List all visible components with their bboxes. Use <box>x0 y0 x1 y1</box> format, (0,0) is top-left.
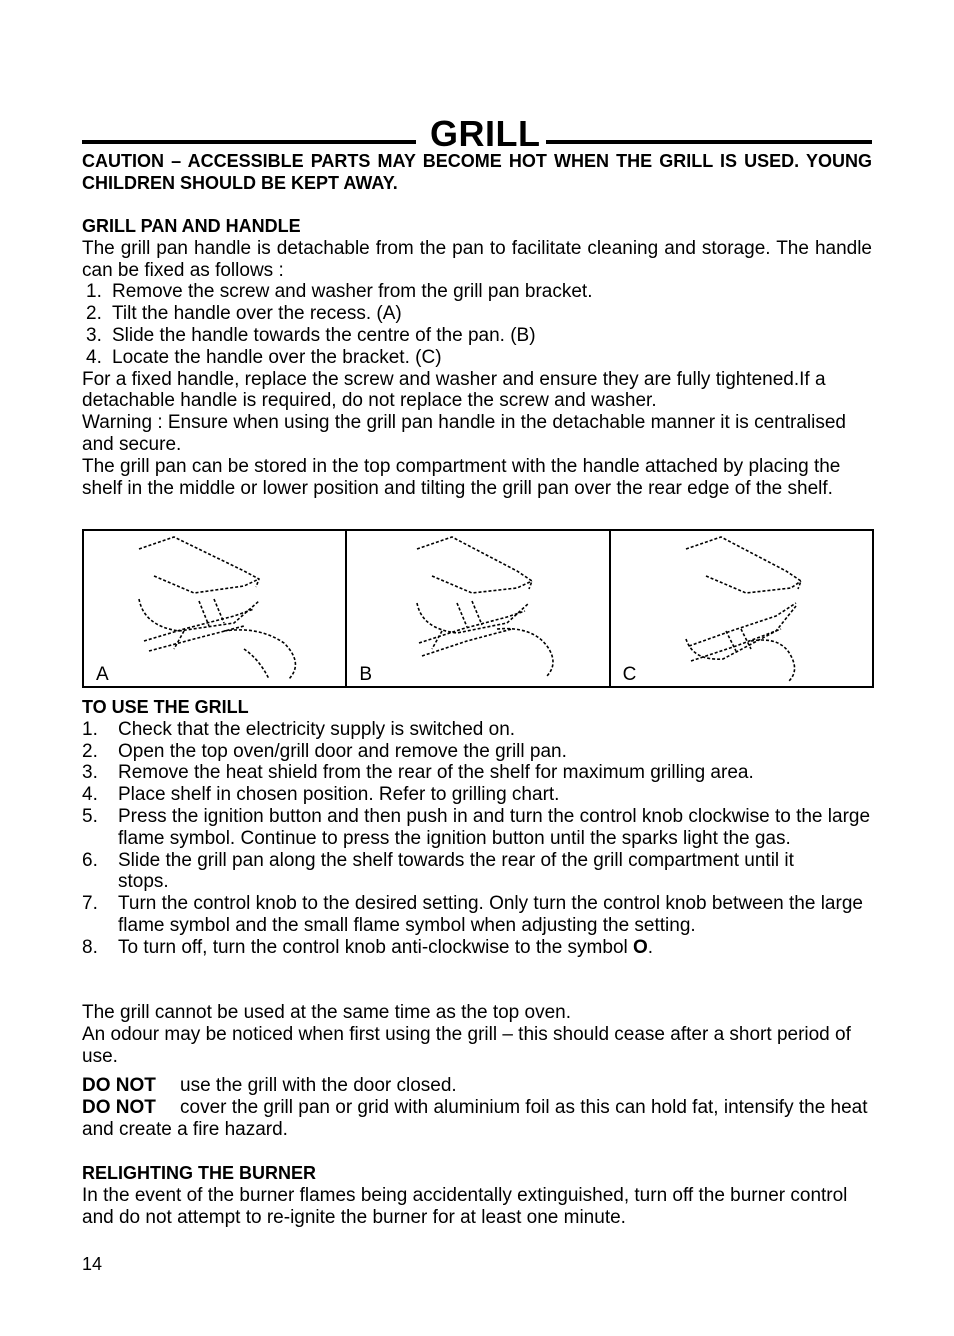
step-number: 3. <box>82 762 98 784</box>
step-number: 6. <box>82 849 98 871</box>
list-item <box>82 937 872 959</box>
figure-c <box>611 531 872 686</box>
grill-pan-section <box>82 216 872 499</box>
same-time-note: The grill cannot be used at the same time as the top oven. <box>82 1002 572 1023</box>
do-not-label: DO NOT <box>82 1075 156 1096</box>
list-item <box>82 741 872 763</box>
list-item <box>82 325 872 347</box>
relight-heading: RELIGHTING THE BURNER <box>82 1163 316 1183</box>
figure-label: C <box>622 664 637 685</box>
step-number: 8. <box>82 936 98 958</box>
title-row <box>82 112 872 156</box>
step-number: 7. <box>82 893 98 915</box>
grill-handle-illustration <box>611 531 872 686</box>
relight-section <box>82 1163 872 1228</box>
odour-note: An odour may be noticed when first using the grill – this should cease after a short period of use. <box>82 1023 851 1067</box>
list-item <box>82 784 872 806</box>
list-item <box>82 281 872 303</box>
list-item <box>82 347 872 369</box>
step-text: To turn off, turn the control knob anti-clockwise to the symbol <box>118 936 634 958</box>
list-item <box>82 762 872 784</box>
step-text: Remove the screw and washer from the grill pan bracket. <box>112 281 593 303</box>
storage-text: The grill pan can be stored in the top compartment with the handle attached by placing the shelf in the middle or lower position and tilting the grill pan over the rear edge of the shelf. <box>82 455 841 499</box>
grill-handle-illustration <box>84 531 345 686</box>
use-grill-section <box>82 697 872 959</box>
step-number: 4. <box>82 784 98 806</box>
do-not-label: DO NOT <box>82 1096 156 1118</box>
step-text: Open the top oven/grill door and remove the grill pan. <box>118 740 567 762</box>
page-title: GRILL <box>430 113 541 154</box>
grill-pan-intro: The grill pan handle is detachable from the pan to facilitate cleaning and storage. The handle can be fixed as follows : <box>82 237 872 281</box>
step-number: 5. <box>82 805 98 827</box>
handle-figures <box>82 529 874 688</box>
figure-a <box>84 531 347 686</box>
do-not-text: use the grill with the door closed. <box>180 1075 457 1096</box>
caution-notice: CAUTION – ACCESSIBLE PARTS MAY BECOME HOT WHEN THE GRILL IS USED. YOUNG CHILDREN SHOULD BE KEPT AWAY. <box>82 151 872 193</box>
step-text: Slide the handle towards the centre of the pan. (B) <box>112 324 536 346</box>
list-item <box>82 806 872 850</box>
figure-label: B <box>359 664 373 685</box>
relight-text: In the event of the burner flames being accidentally extinguished, turn off the burner control and do not attempt to re-ignite the burner for at least one minute. <box>82 1184 848 1228</box>
step-text: Locate the handle over the bracket. (C) <box>112 346 442 368</box>
title-rule-right <box>546 140 872 144</box>
do-not-item <box>82 1097 872 1141</box>
step-text: Press the ignition button and then push in and turn the control knob clockwise to the large flame symbol. Continue to press the ignition button until the sparks light the gas. <box>118 805 871 849</box>
step-text: Place shelf in chosen position. Refer to grilling chart. <box>118 784 560 806</box>
use-grill-heading: TO USE THE GRILL <box>82 697 249 717</box>
step-text: Remove the heat shield from the rear of the shelf for maximum grilling area. <box>118 762 754 784</box>
use-grill-steps-list <box>82 719 872 959</box>
title-rule-left <box>82 140 416 144</box>
step-number: 2. <box>86 303 102 325</box>
figure-b <box>347 531 610 686</box>
do-not-section <box>82 1075 872 1140</box>
step-number: 4. <box>86 346 102 368</box>
notes-section <box>82 1002 872 1067</box>
handle-steps-list <box>82 281 872 368</box>
list-item <box>82 303 872 325</box>
grill-handle-illustration <box>347 531 608 686</box>
step-number: 1. <box>82 718 98 740</box>
step-number: 2. <box>82 740 98 762</box>
list-item <box>82 719 872 741</box>
step-number: 3. <box>86 324 102 346</box>
list-item <box>82 850 872 894</box>
off-symbol: O <box>633 936 648 958</box>
step-text: Slide the grill pan along the shelf towards the rear of the grill compartment until it stops. <box>118 849 794 893</box>
step-number: 1. <box>86 281 102 303</box>
step-text-suffix: . <box>647 936 654 958</box>
step-text: Tilt the handle over the recess. (A) <box>112 303 402 325</box>
page-number: 14 <box>82 1254 103 1274</box>
figure-label: A <box>96 664 109 685</box>
do-not-text: cover the grill pan or grid with aluminium foil as this can hold fat, intensify the heat and create a fire hazard. <box>82 1096 868 1140</box>
grill-pan-heading: GRILL PAN AND HANDLE <box>82 216 301 236</box>
fixed-handle-text: For a fixed handle, replace the screw and washer and ensure they are fully tightened.If a detachable handle is required, do not replace the screw and washer. <box>82 368 826 412</box>
list-item <box>82 893 872 937</box>
step-text: Turn the control knob to the desired setting. Only turn the control knob between the large flame symbol and the small flame symbol when adjusting the setting. <box>118 893 863 936</box>
step-text: Check that the electricity supply is switched on. <box>118 718 516 740</box>
warning-text: Warning : Ensure when using the grill pan handle in the detachable manner it is centralised and secure. <box>82 412 846 455</box>
do-not-item <box>82 1075 872 1097</box>
